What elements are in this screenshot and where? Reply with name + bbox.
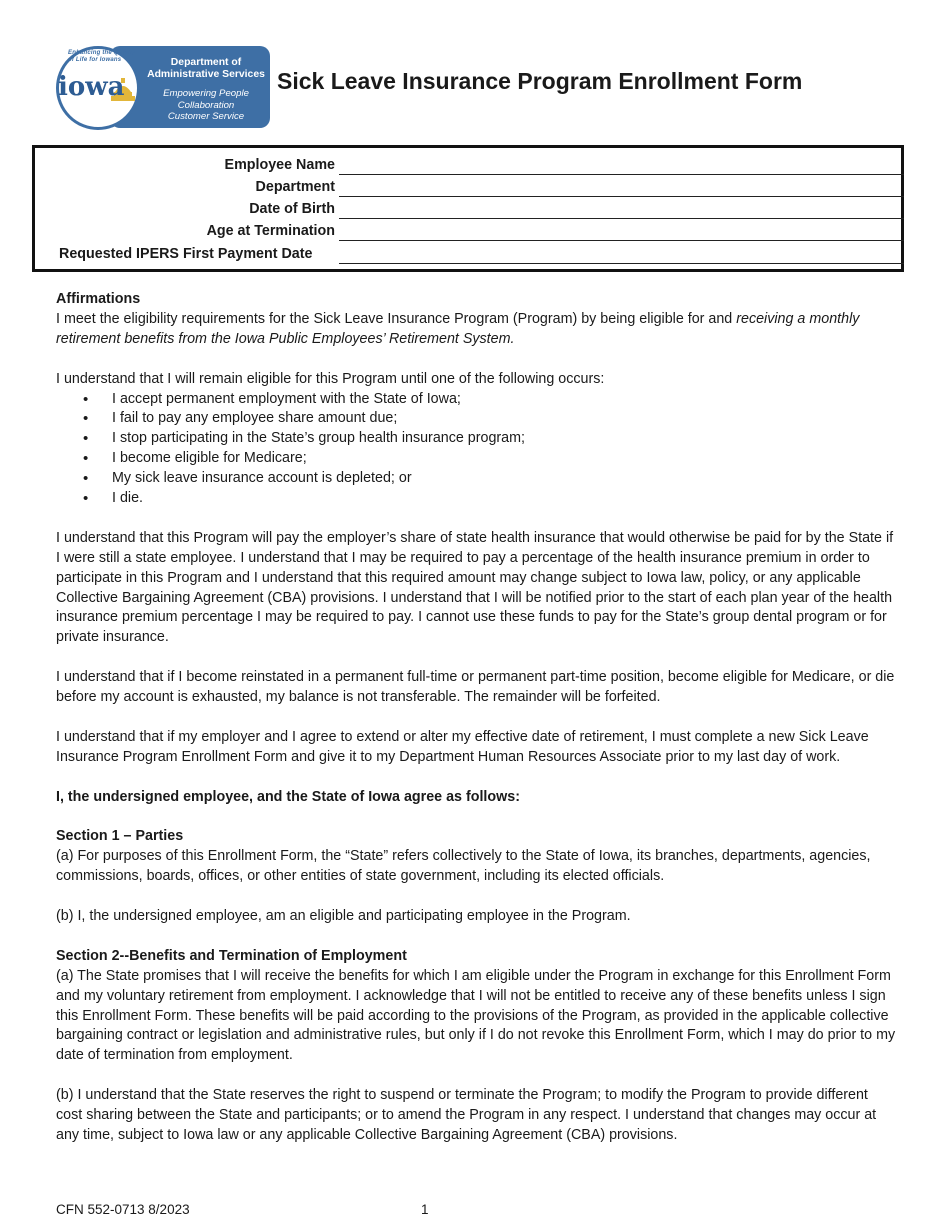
- logo-department-line2: Administrative Services: [147, 69, 265, 80]
- logo-tagline: [146, 88, 266, 123]
- logo-ring-text: Enhancing the Quality of Life for Iowans: [68, 50, 136, 63]
- reinstated-paragraph: I understand that if I become reinstated in a permanent full-time or permanent part-time position, become eligible for Medicare, or die before my account is exhausted, my balance is not transferable. The remainder will be forfeited.: [56, 669, 895, 706]
- section-2-b: (b) I understand that the State reserves the right to suspend or terminate the Program; to modify the Program to provide different cost sharing between the State and participants; or to amend the Program in any respect. I understand that changes may occur at any time, subject to Iowa law or any applicable Collective Bargaining Agreement (CBA) provisions.: [56, 1087, 877, 1143]
- logo-department: [146, 57, 266, 81]
- employee-name-label: Employee Name: [224, 157, 335, 173]
- eligibility-intro: I understand that I will remain eligible for this Program until one of the following occurs:: [56, 370, 605, 387]
- page-title: Sick Leave Insurance Program Enrollment Form: [277, 68, 803, 94]
- logo-wordmark: iowa: [58, 72, 125, 102]
- page-header: [52, 40, 912, 132]
- list-item: • I fail to pay any employee share amount due;: [56, 409, 898, 429]
- ipers-payment-date-field[interactable]: [339, 263, 904, 264]
- list-item: • My sick leave insurance account is depleted; or: [56, 469, 898, 489]
- eligibility-list: [56, 390, 898, 509]
- section-2-heading: Section 2--Benefits and Termination of Employment: [56, 947, 407, 964]
- list-item: • I die.: [56, 489, 898, 509]
- affirmations-intro-italic: receiving a monthly retirement benefits from the Iowa Public Employees’ Retirement System.: [56, 310, 860, 347]
- section-1-b: (b) I, the undersigned employee, am an eligible and participating employee in the Program.: [56, 907, 631, 924]
- section-1-a: (a) For purposes of this Enrollment Form, the “State” refers collectively to the State of Iowa, its branches, departments, agencies, commissions, boards, offices, or other entities of state government, including its elected officials.: [56, 848, 871, 885]
- logo-tagline-3: Customer Service: [167, 111, 245, 123]
- employer-share-paragraph: I understand that this Program will pay the employer’s share of state health insurance that would otherwise be paid for by the State if I were still a state employee. I understand that I may be required to pay a percentage of the health insurance premium in order to participate in this Program and I understand that this required amount may change subject to Iowa law, policy, or any applicable Collective Bargaining Agreement (CBA) provisions. I understand that I will be notified prior to the start of each plan year of the health insurance premium percentage I may be required to pay. I cannot use these funds to pay for the State’s group dental program or for private insurance.: [56, 529, 894, 646]
- list-item: • I stop participating in the State’s group health insurance program;: [56, 429, 898, 449]
- age-at-termination-field[interactable]: [339, 240, 904, 241]
- affirmations-intro-text: I meet the eligibility requirements for the Sick Leave Insurance Program (Program) by being eligible for and: [56, 310, 737, 327]
- agreement-heading: I, the undersigned employee, and the State of Iowa agree as follows:: [56, 788, 520, 805]
- department-label: Department: [255, 179, 335, 195]
- date-of-birth-row: [35, 197, 901, 219]
- logo-tagline-2: Collaboration: [177, 99, 235, 111]
- employee-name-row: [35, 153, 901, 175]
- affirmations-heading: Affirmations: [56, 291, 141, 307]
- age-at-termination-row: [35, 219, 901, 241]
- age-at-termination-label: Age at Termination: [206, 223, 335, 239]
- ipers-payment-date-label: Requested IPERS First Payment Date: [59, 246, 313, 262]
- page-number: 1: [421, 1202, 429, 1217]
- form-code: CFN 552-0713 8/2023: [56, 1202, 190, 1217]
- section-1-heading: Section 1 – Parties: [56, 828, 184, 845]
- department-row: [35, 175, 901, 197]
- employee-info-box: [32, 145, 904, 272]
- extend-retirement-paragraph: I understand that if my employer and I agree to extend or alter my effective date of retirement, I must complete a new Sick Leave Insurance Program Enrollment Form and give it to my Department Human Resources Associate prior to my last day of work.: [56, 728, 869, 765]
- ipers-payment-date-row: [35, 242, 901, 264]
- form-body: [56, 290, 898, 1146]
- list-item: • I become eligible for Medicare;: [56, 449, 898, 469]
- section-2-a: (a) The State promises that I will receive the benefits for which I am eligible under the Program in exchange for this Enrollment Form and my voluntary retirement from employment. I acknowledge that I will not be entitled to receive any of these benefits unless I sign this Enrollment Form. These benefits will be paid according to the provisions of the Program, as provided in the applicable collective bargaining contract or legislation and administrative rules, but only if I do not revoke this Enrollment Form, which I may do prior to my date of termination from employment.: [56, 967, 896, 1064]
- logo-department-line1: Department of: [170, 57, 242, 68]
- affirmations-intro: [56, 310, 898, 350]
- date-of-birth-label: Date of Birth: [249, 201, 335, 217]
- list-item: • I accept permanent employment with the State of Iowa;: [56, 390, 898, 410]
- logo-tagline-1: Empowering People: [163, 88, 249, 99]
- das-logo: [56, 46, 272, 130]
